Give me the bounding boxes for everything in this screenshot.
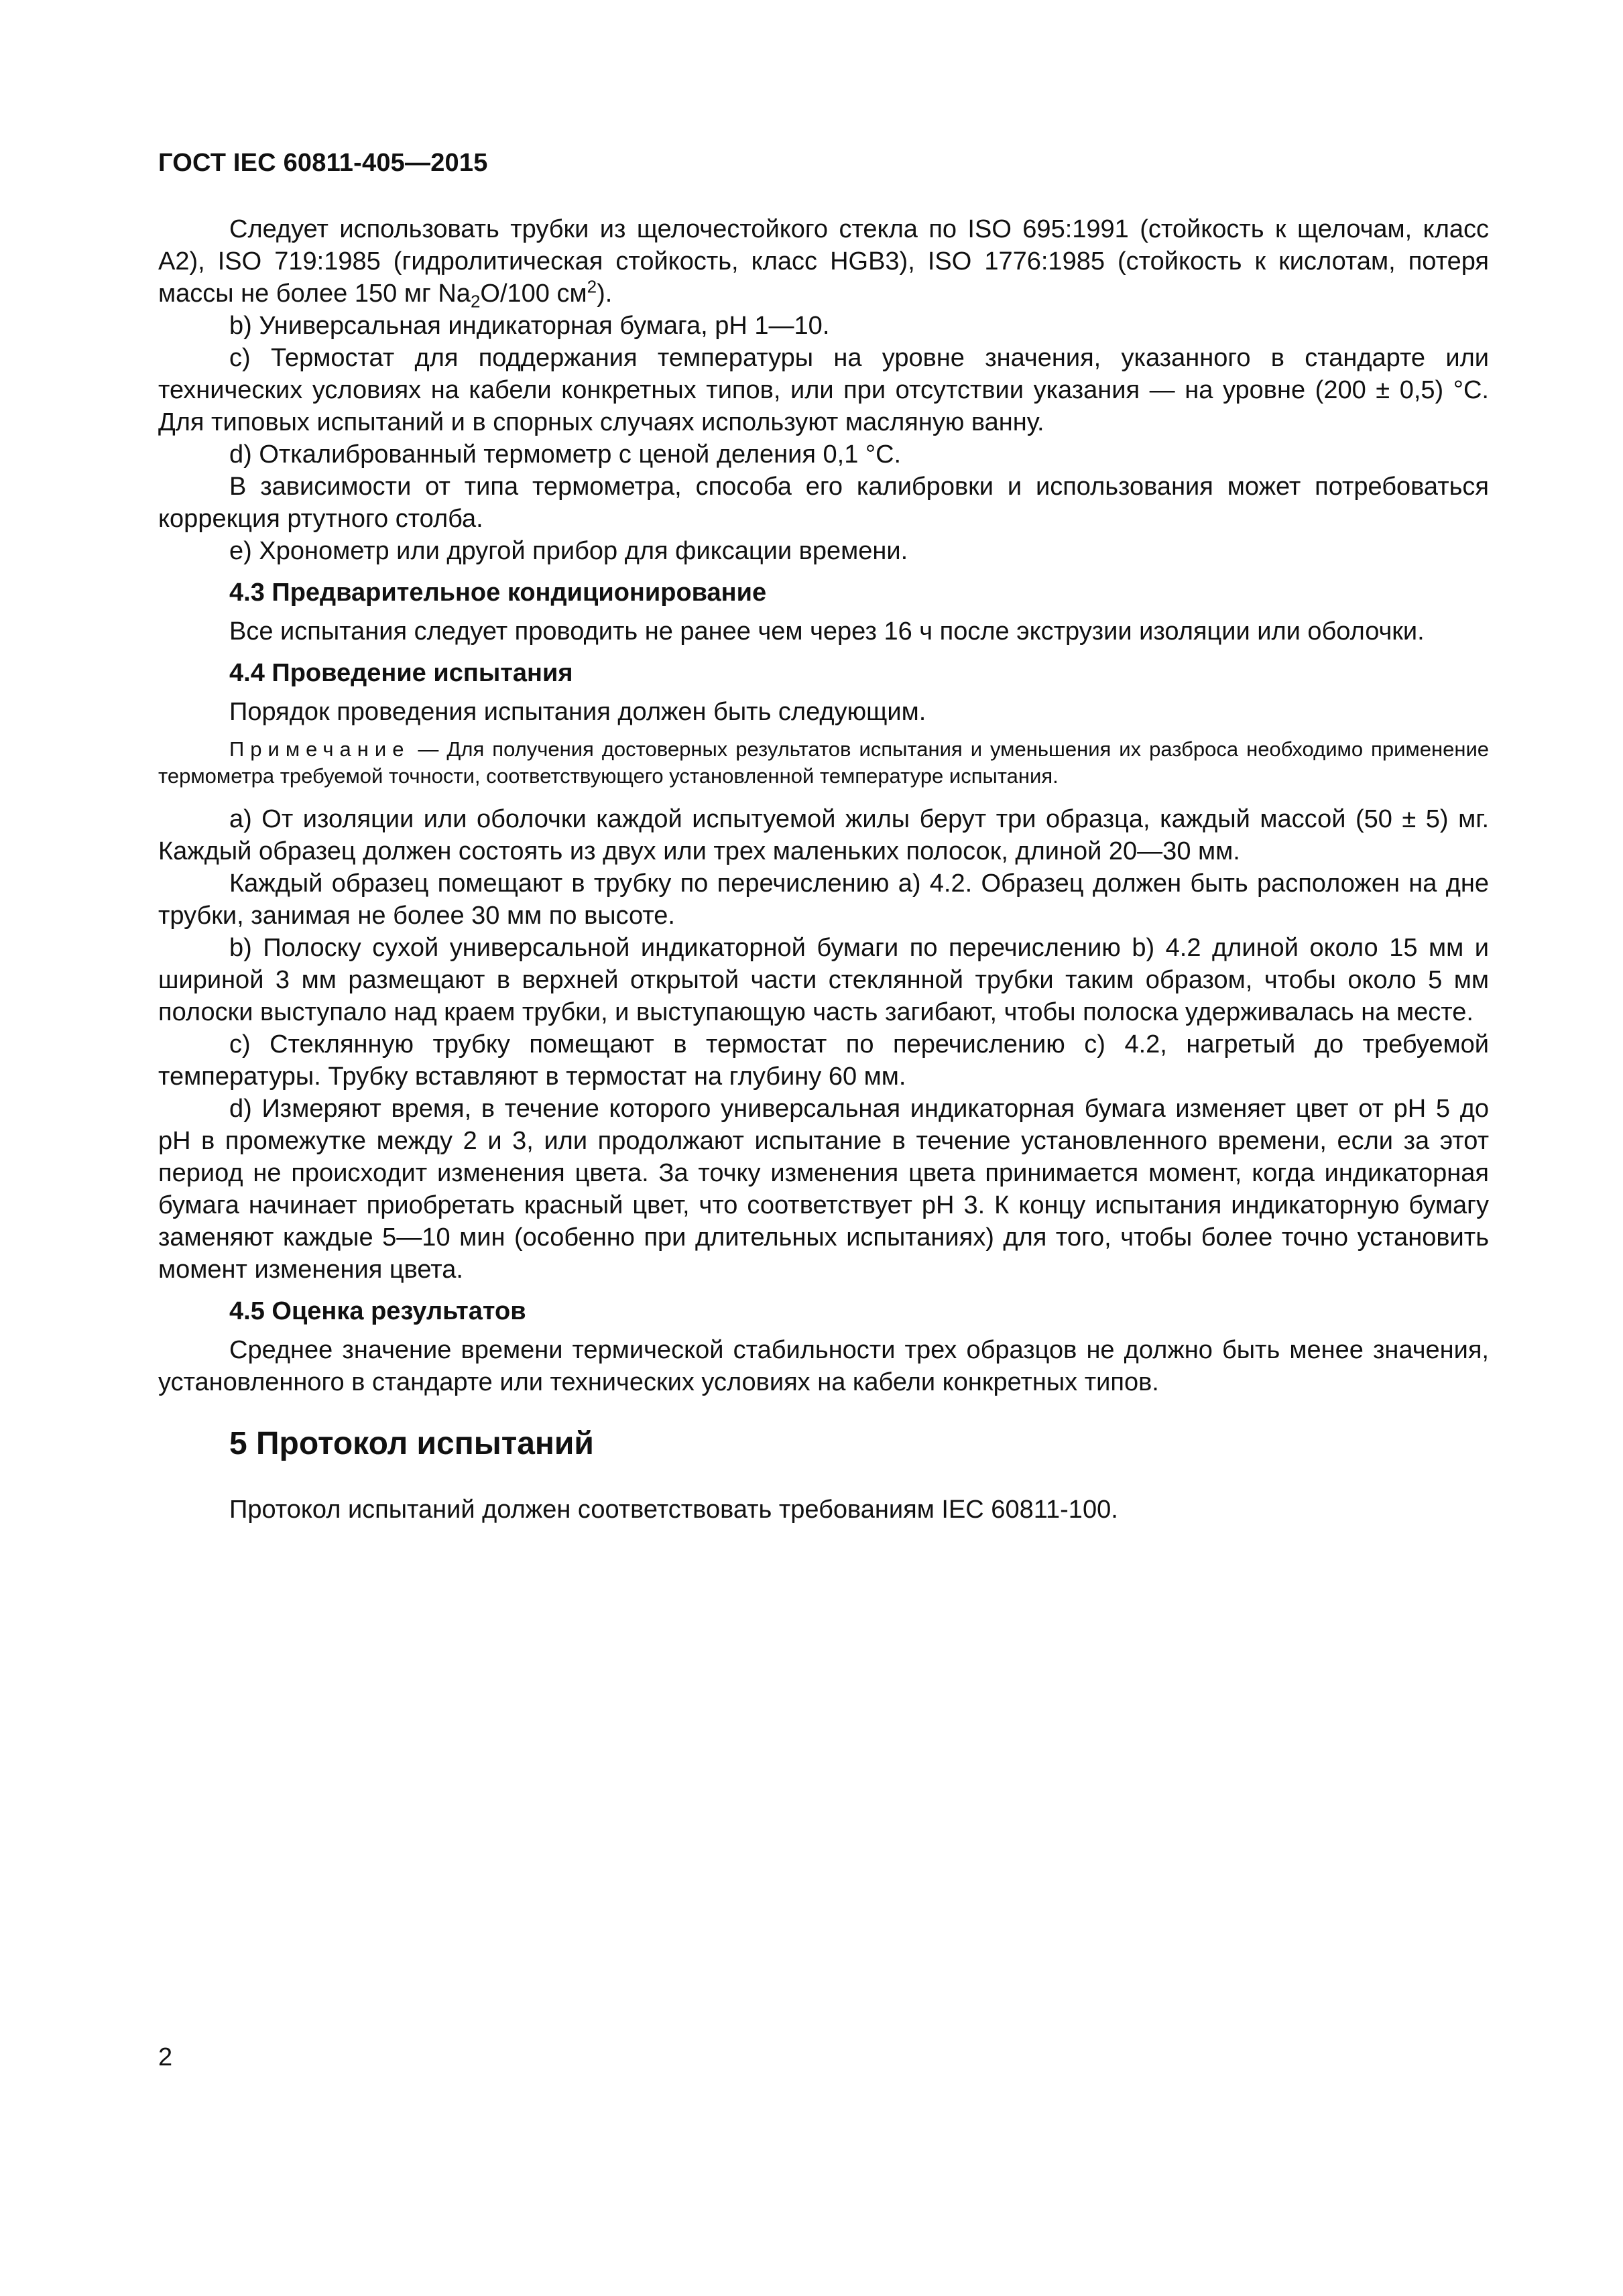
paragraph-4-4: Порядок проведения испытания должен быть следующим. bbox=[229, 698, 926, 726]
note-lead: Примечание bbox=[229, 737, 410, 761]
page-number: 2 bbox=[158, 2043, 173, 2071]
note-text: — Для получения достоверных результатов испытания и уменьшения их разброса необходимо применение термометра требуемой точности, соответствующего установленной температуре испытания. bbox=[158, 737, 1489, 788]
paragraph-step-d: d) Измеряют время, в течение которого универсальная индикаторная бумага изменяет цвет от рН 5 до рН в промежутке между 2 и 3, или продолжают испытание в течение установленного времени, если за этот период не происходит изменения цвета. За точку изменения цвета принимается момент, когда индикаторная бумага начинает приобретать красный цвет, что соответствует рН 3. К концу испытания индикаторную бумагу заменяют каждые 5—10 мин (особенно при длительных испытаниях) для того, чтобы более точно установить момент изменения цвета. bbox=[158, 1095, 1489, 1284]
paragraph-step-c: с) Стеклянную трубку помещают в термостат по перечислению с) 4.2, нагретый до требуемой температуры. Трубку вставляют в термостат на глубину 60 мм. bbox=[158, 1030, 1489, 1091]
paragraph-4-3: Все испытания следует проводить не ранее чем через 16 ч после экструзии изоляции или оболочки. bbox=[229, 617, 1425, 646]
paragraph-5: Протокол испытаний должен соответствовать требованиям IEC 60811-100. bbox=[229, 1496, 1118, 1524]
heading-4-4: 4.4 Проведение испытания bbox=[229, 659, 573, 687]
paragraph-4-5: Среднее значение времени термической стабильности трех образцов не должно быть менее значения, установленного в стандарте или технических условиях на кабели конкретных типов. bbox=[158, 1336, 1489, 1396]
paragraph-thermometer-note: В зависимости от типа термометра, способа его калибровки и использования может потребоваться коррекция ртутного столба. bbox=[158, 473, 1489, 533]
paragraph-step-a: а) От изоляции или оболочки каждой испытуемой жилы берут три образца, каждый массой (50 ± 5) мг. Каждый образец должен состоять из двух или трех маленьких полосок, длиной 20—30 мм. bbox=[158, 805, 1489, 865]
heading-5: 5 Протокол испытаний bbox=[229, 1426, 594, 1461]
heading-4-3: 4.3 Предварительное кондиционирование bbox=[229, 579, 767, 607]
paragraph-step-b: b) Полоску сухой универсальной индикаторной бумаги по перечислению b) 4.2 длиной около 15 мм и шириной 3 мм размещают в верхней открытой части стеклянной трубки таким образом, чтобы около 5 мм полоски выступало над краем трубки, и выступающую часть загибают, чтобы полоска удерживалась на месте. bbox=[158, 934, 1489, 1026]
paragraph-item-d: d) Откалиброванный термометр с ценой деления 0,1 °С. bbox=[229, 440, 902, 469]
heading-4-5: 4.5 Оценка результатов bbox=[229, 1297, 526, 1325]
paragraph-item-c: с) Термостат для поддержания температуры на уровне значения, указанного в стандарте или технических условиях на кабели конкретных типов, или при отсутствии указания — на уровне (200 ± 0,5) °С. Для типовых испытаний и в спорных случаях используют масляную ванну. bbox=[158, 344, 1489, 436]
paragraph-item-e: е) Хронометр или другой прибор для фиксации времени. bbox=[229, 537, 908, 565]
paragraph-glass-tubes: Следует использовать трубки из щелочестойкого стекла по ISO 695:1991 (стойкость к щелочам, класс А2), ISO 719:1985 (гидролитическая стойкость, класс HGB3), ISO 1776:1985 (стойкость к кислотам, потеря массы не более 150 мг $Na_2O/100$ $см^2$). bbox=[158, 215, 1489, 312]
note bbox=[158, 736, 1489, 790]
paragraph-item-b: b) Универсальная индикаторная бумага, рН 1—10. bbox=[229, 312, 830, 340]
document-body bbox=[158, 213, 1489, 1526]
document-header: ГОСТ IEC 60811-405—2015 bbox=[158, 149, 488, 177]
paragraph-step-a-2: Каждый образец помещают в трубку по перечислению а) 4.2. Образец должен быть расположен на дне трубки, занимая не более 30 мм по высоте. bbox=[158, 869, 1489, 930]
